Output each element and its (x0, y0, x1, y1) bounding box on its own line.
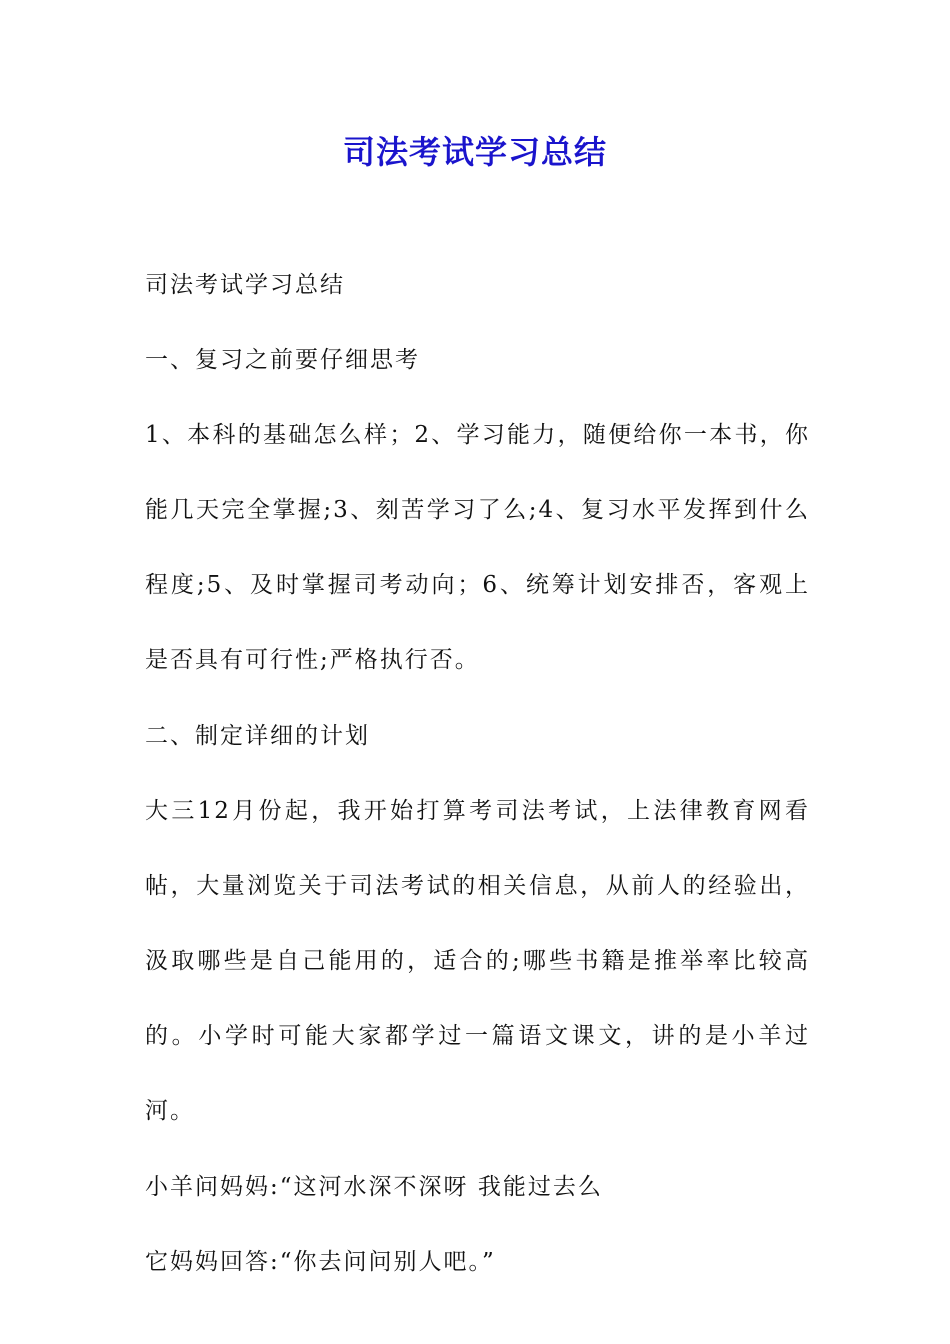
paragraph-heading: 司法考试学习总结 (145, 272, 345, 298)
paragraph-questions: 1、本科的基础怎么样；2、学习能力，随便给你一本书，你能几天完全掌握;3、刻苦学习了么;4、复习水平发挥到什么程度;5、及时掌握司考动向；6、统筹计划安排否，客观上是否具有可行性;严格执行否。 (145, 422, 810, 673)
document-body (145, 262, 810, 1314)
paragraph-section-one: 一、复习之前要仔细思考 (145, 347, 420, 373)
paragraph-plan: 大三12月份起，我开始打算考司法考试，上法律教育网看帖，大量浏览关于司法考试的相关信息，从前人的经验出，汲取哪些是自己能用的，适合的;哪些书籍是推举率比较高的。小学时可能大家都学过一篇语文课文，讲的是小羊过河。 (145, 798, 810, 1124)
paragraph-section-two: 二、制定详细的计划 (145, 723, 370, 749)
paragraph-quote-two: 它妈妈回答:“你去问问别人吧。” (145, 1249, 496, 1275)
paragraph-quote-one: 小羊问妈妈:“这河水深不深呀 我能过去么 (145, 1174, 603, 1200)
document-title: 司法考试学习总结 (342, 133, 607, 171)
